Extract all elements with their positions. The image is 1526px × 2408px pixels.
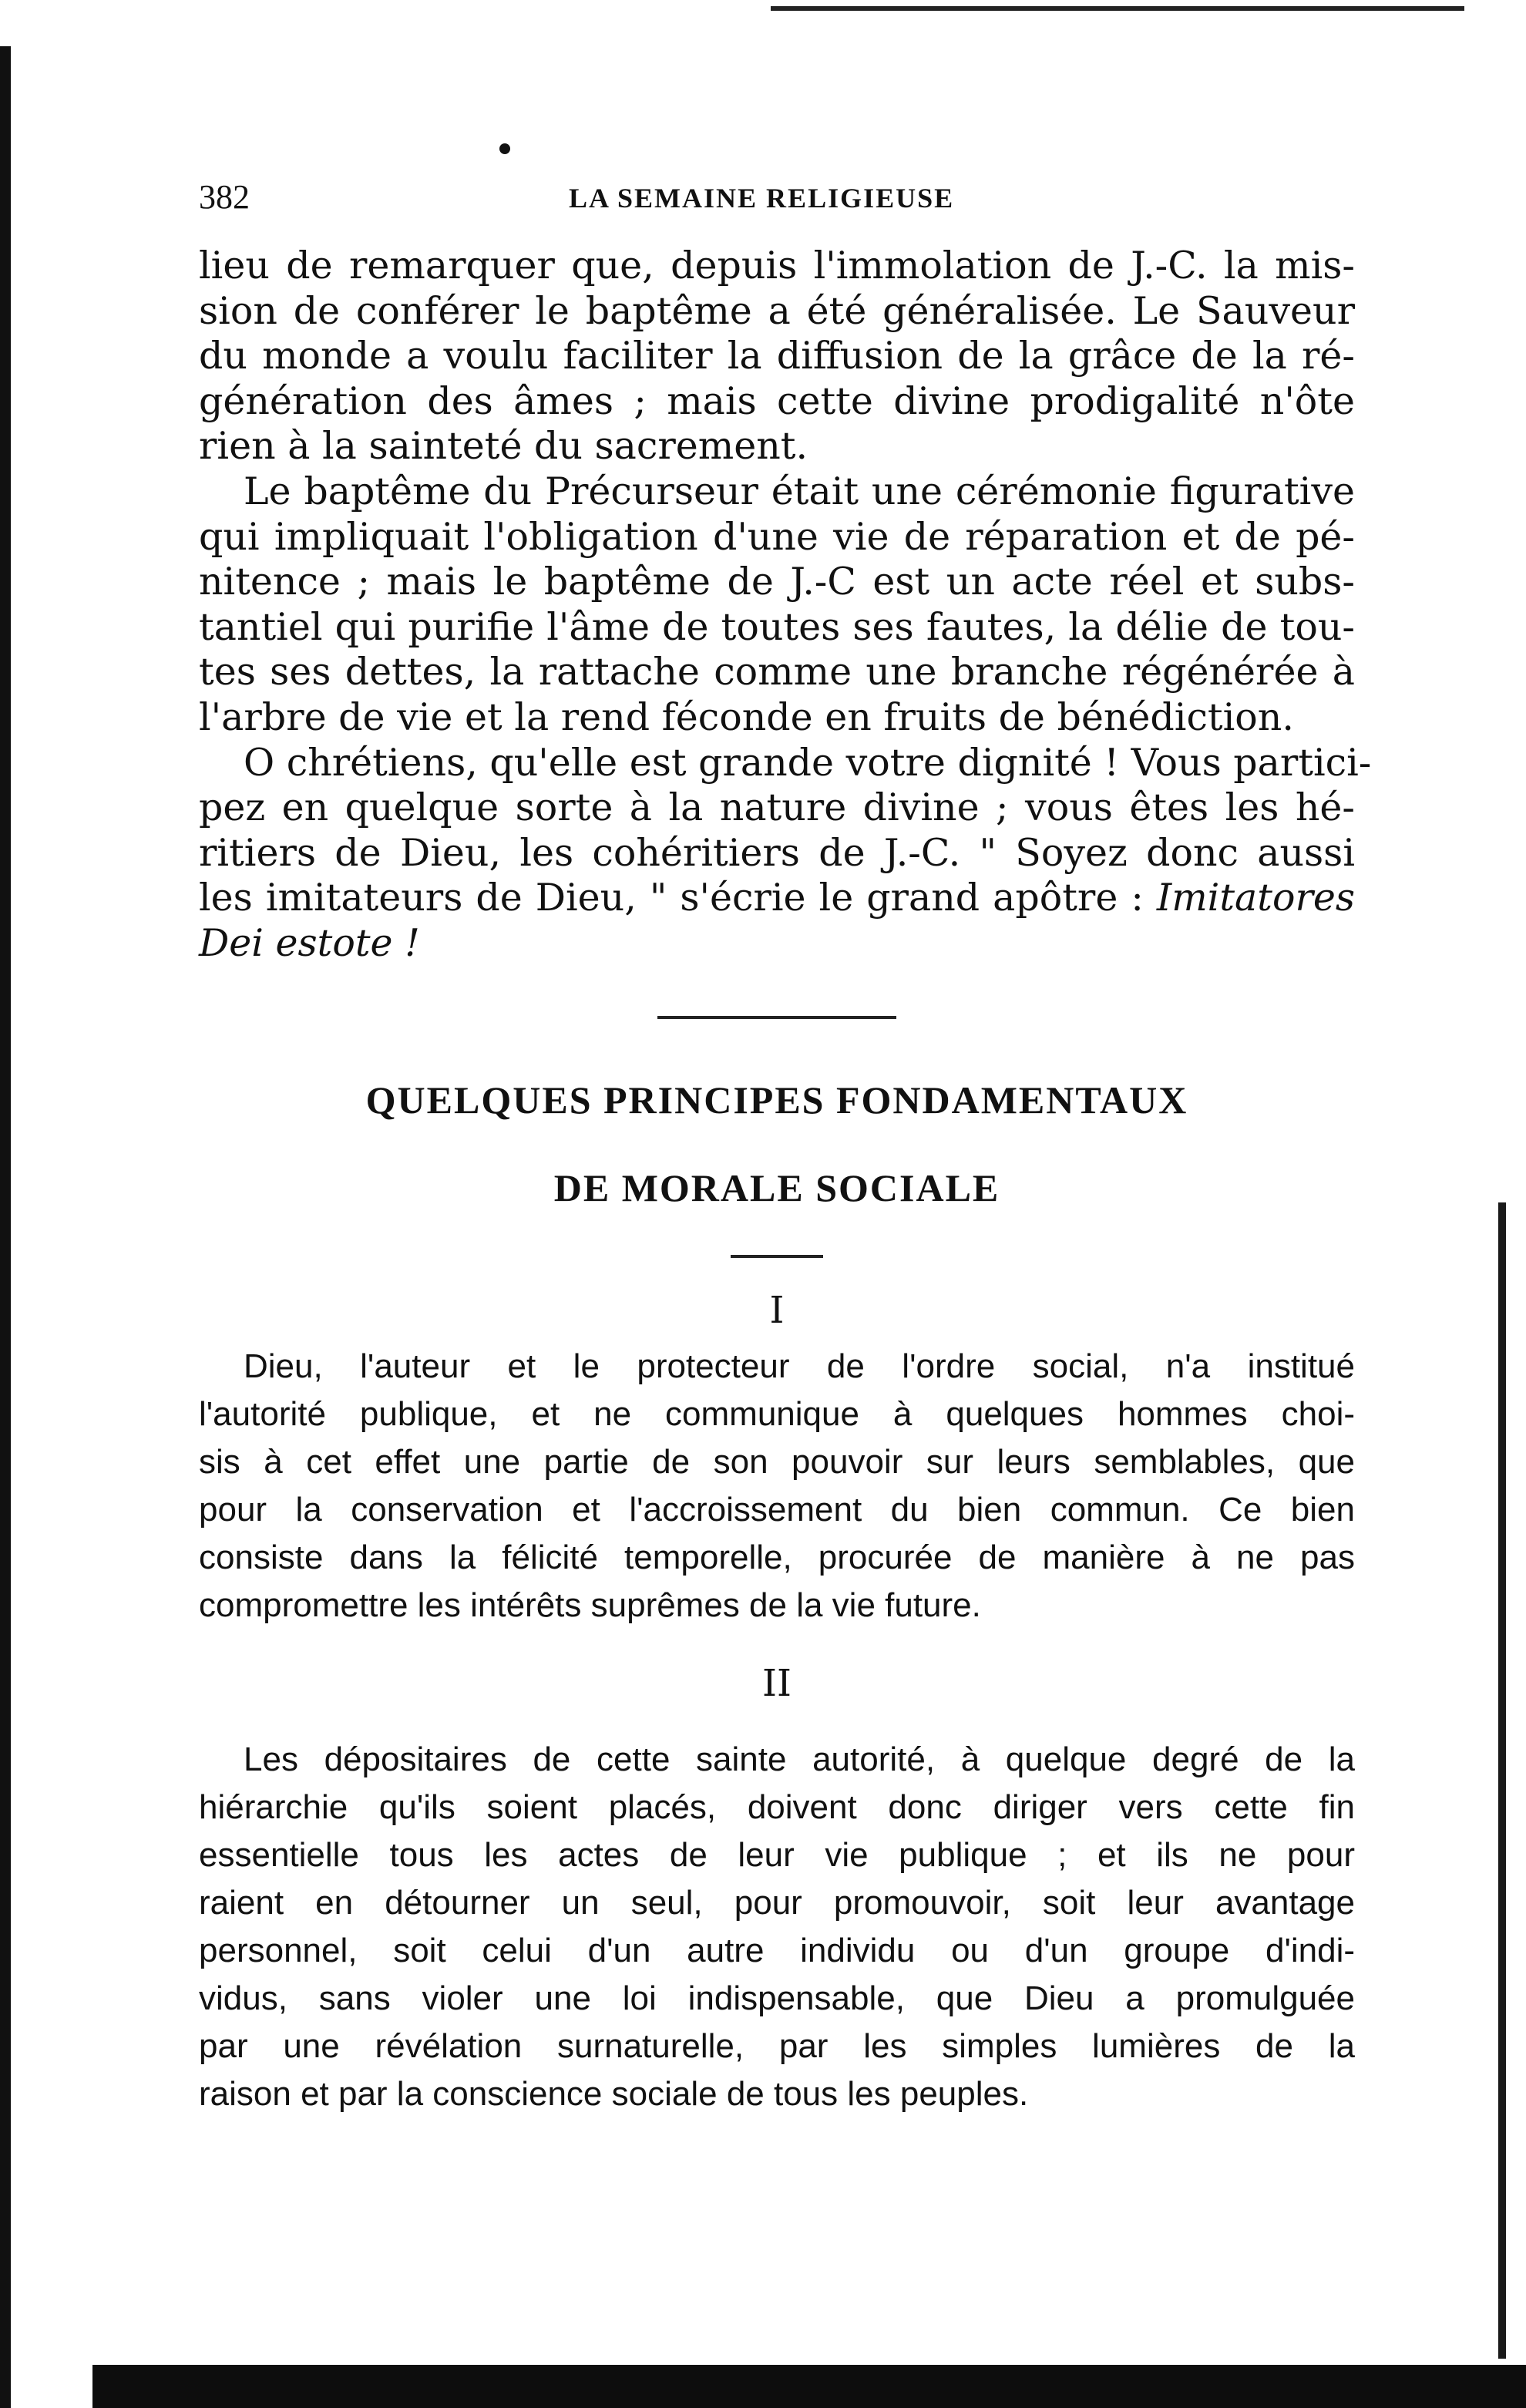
text-line xyxy=(199,921,1355,967)
paragraph-baptism-mission xyxy=(199,244,1355,469)
text-line: qui impliquait l'obligation d'une vie de réparation et de pé- xyxy=(199,514,1355,559)
scan-speck xyxy=(499,143,510,154)
text-line: pour la conservation et l'accroissement du bien commun. Ce bien xyxy=(199,1490,1355,1529)
scan-rule-top xyxy=(771,6,1464,11)
text-line xyxy=(199,876,1355,921)
article-title-line2: DE MORALE SOCIALE xyxy=(553,1165,1000,1209)
latin-quote: Imitatores xyxy=(1156,876,1356,920)
section-2-text xyxy=(199,1736,1355,2118)
text-line: génération des âmes ; mais cette divine prodigalité n'ôte xyxy=(199,378,1355,423)
text-line: Le baptême du Précurseur était une cérémonie figurative xyxy=(244,469,1355,513)
text-line: du monde a voulu faciliter la diffusion de la grâce de la ré- xyxy=(199,334,1355,378)
scan-edge-right xyxy=(1498,1202,1506,2359)
text-line: rien à la sainteté du sacrement. xyxy=(199,424,808,469)
section-1-text xyxy=(199,1343,1355,1629)
text-line: tantiel qui purifie l'âme de toutes ses fautes, la délie de tou- xyxy=(199,604,1355,649)
text-line: l'arbre de vie et la rend féconde en fruits de bénédiction. xyxy=(199,694,1294,739)
text-line: pez en quelque sorte à la nature divine ; vous êtes les hé- xyxy=(199,785,1355,830)
section-divider xyxy=(657,1016,896,1019)
running-header xyxy=(199,177,1355,224)
text-line: O chrétiens, qu'elle est grande votre dignité ! Vous partici- xyxy=(244,740,1372,785)
article-title-line1: QUELQUES PRINCIPES FONDAMENTAUX xyxy=(365,1078,1188,1122)
text-line: ritiers de Dieu, les cohéritiers de J.-C. " Soyez donc aussi xyxy=(199,830,1355,875)
page-number: 382 xyxy=(199,178,250,216)
title-divider xyxy=(731,1255,823,1258)
paragraph-christian-dignity xyxy=(199,740,1372,967)
text-line: compromettre les intérêts suprêmes de la vie future. xyxy=(199,1586,981,1624)
text-line: raient en détourner un seul, pour promouvoir, soit leur avantage xyxy=(199,1883,1355,1922)
text-line: sis à cet effet une partie de son pouvoir sur leurs semblables, que xyxy=(199,1442,1355,1481)
text-fragment: les imitateurs de Dieu, " s'écrie le grand apôtre : xyxy=(199,876,1144,920)
text-line: hiérarchie qu'ils soient placés, doivent donc diriger vers cette fin xyxy=(199,1788,1355,1826)
text-line: essentielle tous les actes de leur vie publique ; et ils ne pour xyxy=(199,1835,1355,1874)
latin-quote: Dei estote ! xyxy=(199,920,420,965)
text-line: consiste dans la félicité temporelle, procurée de manière à ne pas xyxy=(199,1538,1355,1576)
section-number-1: I xyxy=(769,1288,785,1332)
section-number-2: II xyxy=(762,1661,792,1705)
text-line: l'autorité publique, et ne communique à quelques hommes choi- xyxy=(199,1394,1355,1433)
text-line: raison et par la conscience sociale de tous les peuples. xyxy=(199,2074,1029,2113)
text-line: Les dépositaires de cette sainte autorité, à quelque degré de la xyxy=(244,1740,1355,1778)
text-line: vidus, sans violer une loi indispensable, que Dieu a promulguée xyxy=(199,1979,1355,2017)
text-line: par une révélation surnaturelle, par les simples lumières de la xyxy=(199,2026,1355,2065)
scan-edge-left xyxy=(0,46,11,2408)
paragraph-baptism-precursor xyxy=(199,469,1355,741)
text-line: lieu de remarquer que, depuis l'immolation de J.-C. la mis- xyxy=(199,244,1355,288)
scan-rule-bottom xyxy=(92,2365,1526,2408)
document-page xyxy=(199,177,1372,2118)
text-line: nitence ; mais le baptême de J.-C est un acte réel et subs- xyxy=(199,560,1355,604)
text-line: Dieu, l'auteur et le protecteur de l'ordre social, n'a institué xyxy=(244,1347,1355,1385)
text-line: tes ses dettes, la rattache comme une branche régénérée à xyxy=(199,650,1355,694)
text-line: personnel, soit celui d'un autre individu ou d'un groupe d'indi- xyxy=(199,1931,1355,1969)
text-line: sion de conférer le baptême a été généralisée. Le Sauveur xyxy=(199,288,1355,333)
running-title: LA SEMAINE RELIGIEUSE xyxy=(569,183,955,214)
